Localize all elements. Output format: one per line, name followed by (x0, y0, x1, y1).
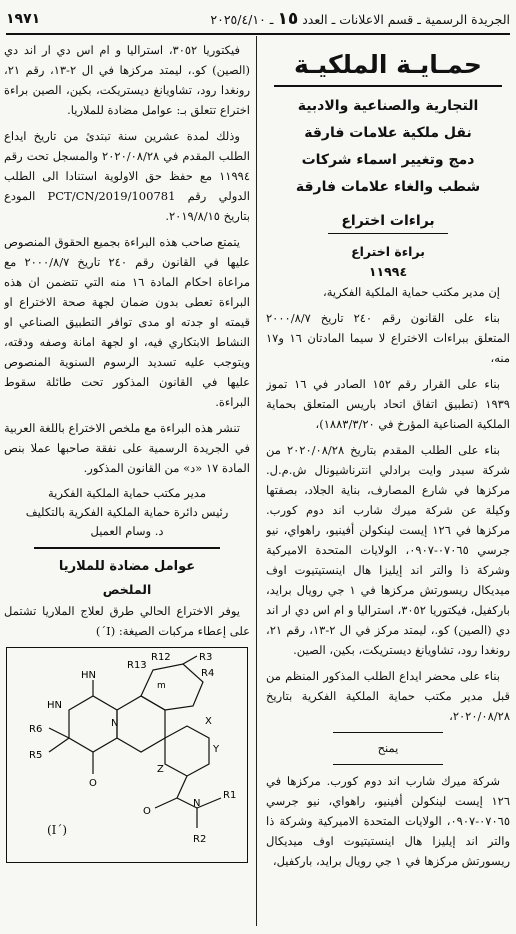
patents-heading: براءات اختراع (341, 213, 435, 229)
abstract-text: يوفر الاختراع الحالي طرق لعلاج الملاريا تشتمل على إعطاء مركبات الصيغة: (I´) (4, 604, 250, 638)
paragraph-publication: تنشر هذه البراءة مع ملخص الاختراع باللغة العربية في الجريدة الرسمية على نفقة صاحبها عملا بنص المادة ١٧ «د» من القانون المذكور. (4, 421, 250, 475)
signature-head: رئيس دائرة حماية الملكية الفكرية بالتكليف (25, 505, 229, 519)
atom-hn-ring: HN (47, 700, 62, 711)
patents-heading-rule (328, 233, 448, 234)
signature-name: د. وسام العميل (90, 524, 164, 538)
atom-z: Z (157, 764, 164, 775)
atom-o-ring: O (89, 778, 97, 789)
grants-label: يمنح (377, 741, 399, 755)
paragraph-rights: يتمتع صاحب هذه البراءة بجميع الحقوق المنصوص عليها في القانون رقم ٢٤٠ تاريخ ٢٠٠٠/٨/٧ مع مراعاة احكام المادة ١٦ منه التي تتضمن ان هذه البراءة تعطى بدون ضمان لجهة صحة الاختراع او قيمته او جدته او مدى توافر التطبيق الصناعي او النشاط الابتكاري فيه، او لجهة امانة وصفه ودقته، ويتوجب عليه تسديد الرسوم السنوية المنصوص عليها في القانون المذكور تحت طائلة سقوط البراءة. (4, 235, 250, 409)
header-rule (6, 33, 510, 35)
paragraph-filing: بناء على محضر ايداع الطلب المذكور المنظم من قبل مدير مكتب حماية الملكية الفكرية بتاريخ ٢٠٢٠/٠٨/٢٨، (266, 669, 510, 723)
grant-rule (333, 732, 443, 733)
atom-r1: R1 (223, 790, 237, 801)
paragraph-application: بناء على الطلب المقدم بتاريخ ٢٠٢٠/٠٨/٢٨ من شركة سيدر وايت برادلي انترناشيونال ش.م.ل. مركزها في شارع المصارف، بناية الجلاد، بصفتها وكيلة عن شركة ميرك شارب اند دوم كورب. مركزها في ١٢٦ إيست لينكولن أفينيو، راهواي، نيو جرسي ٠٧٠٦٥-٠٩٠٧، الولايات المتحدة الاميركية وشركة ذا والتر اند إيليزا هال اينستيتيوت اوف ميديكال ريسورتش مركزها في ١ جي رويال برايد، باركفيل، فيكتوريا ٣٠٥٢، استراليا و ام اس دي ار اند دي (الصين) كو.، ليمتد مركز في ال ٢-١٣، رقم ٢١، رونغدا رود، تشاويانغ ديستريكت، بكين، الصين. (266, 443, 510, 657)
left-column (4, 40, 250, 928)
subtitle-2: نقل ملكية علامات فارقة (304, 125, 472, 141)
grant-rule-bottom (333, 764, 443, 765)
paragraph-law: بناء على القانون رقم ٢٤٠ تاريخ ٢٠٠٠/٨/٧ المتعلق ببراءات الاختراع لا سيما المادتان ١٦ و١٧ منه، (266, 311, 510, 365)
signature-director: مدير مكتب حماية الملكية الفكرية (48, 486, 206, 500)
header-title (210, 9, 510, 29)
page-header (6, 6, 510, 32)
paragraph-duration: وذلك لمدة عشرين سنة تبتدئ من تاريخ ايداع الطلب المقدم في ٢٠٢٠/٠٨/٢٨ والمسجل تحت رقم ١١٩٩٤ مع حفظ حق الاولوية استنادا الى الطلب الدولي رقم PCT/CN/2019/100781 المودع بتاريخ ٢٠١٩/٨/١٥. (4, 129, 250, 223)
atom-r2: R2 (193, 834, 207, 845)
atom-r4: R4 (201, 668, 215, 679)
chemical-formula-box (6, 647, 248, 863)
header-left-text: الجريدة الرسمية ـ قسم الاعلانات ـ العدد (302, 12, 510, 27)
atom-y: Y (213, 744, 220, 755)
patent-number: ١١٩٩٤ (368, 264, 408, 279)
page-number: ١٩٧١ (6, 11, 41, 27)
paragraph-grantee: شركة ميرك شارب اند دوم كورب. مركزها في ١٢٦ إيست لينكولن أفينيو، راهواي، نيو جرسي ٠٧٠٦٥-٠٩٠٧، الولايات المتحدة الاميركية وشركة ذا والتر اند إيليزا هال اينستيتيوت اوف ميديكال ريسورتش مركزها في ١ جي رويال برايد، باركفيل، (266, 774, 510, 868)
section-title: حمـايـة الملكيـة (294, 50, 482, 79)
atom-r13: R13 (127, 660, 147, 671)
subtitle-3: دمج وتغيير اسماء شركات (301, 152, 475, 168)
subtitle-4: شطب والغاء علامات فارقة (295, 179, 481, 195)
right-column (266, 40, 510, 928)
title-rule (274, 85, 502, 87)
subtitle-1: التجارية والصناعية والادبية (297, 98, 479, 114)
atom-r3: R3 (199, 652, 213, 663)
paragraph-grantee-cont: فيكتوريا ٣٠٥٢، استراليا و ام اس دي ار اند دي (الصين) كو.، ليمتد مركزها في ال ٢-١٣، رقم ٢١، رونغدا رود، تشاويانغ ديستريكت، بكين، الصين براءة اختراع تتعلق بـ: عوامل مضادة للملاريا. (4, 43, 250, 117)
atom-r6: R6 (29, 724, 43, 735)
atom-n-amide: N (193, 798, 201, 809)
atom-n-ring: N (111, 718, 119, 729)
atom-m: m (157, 681, 166, 691)
abstract-heading: الملخص (102, 582, 152, 597)
paragraph-decision: بناء على القرار رقم ١٥٢ الصادر في ١٦ تموز ١٩٣٩ (تطبيق اتفاق اتحاد باريس المتعلق بحماية الملكية الصناعية المؤرخ في ١٨٨٣/٣/٢٠)، (266, 377, 510, 431)
atom-r5: R5 (29, 750, 43, 761)
signature-rule (34, 547, 220, 549)
formula-label: (I´) (47, 823, 68, 837)
header-date: ـ ٢٠٢٥/٤/١٠ (210, 12, 274, 27)
atom-x: X (205, 716, 212, 727)
chemical-structure-diagram (7, 648, 250, 862)
invention-title: عوامل مضادة للملاريا (58, 559, 196, 574)
patent-label: براءة اختراع (351, 244, 425, 259)
atom-r12: R12 (151, 652, 171, 663)
atom-hn-top: HN (81, 670, 96, 681)
column-divider (256, 36, 257, 926)
atom-o-amide: O (143, 806, 151, 817)
header-issue-number: ١٥ (277, 9, 299, 29)
paragraph-director: إن مدير مكتب حماية الملكية الفكرية، (323, 285, 500, 299)
